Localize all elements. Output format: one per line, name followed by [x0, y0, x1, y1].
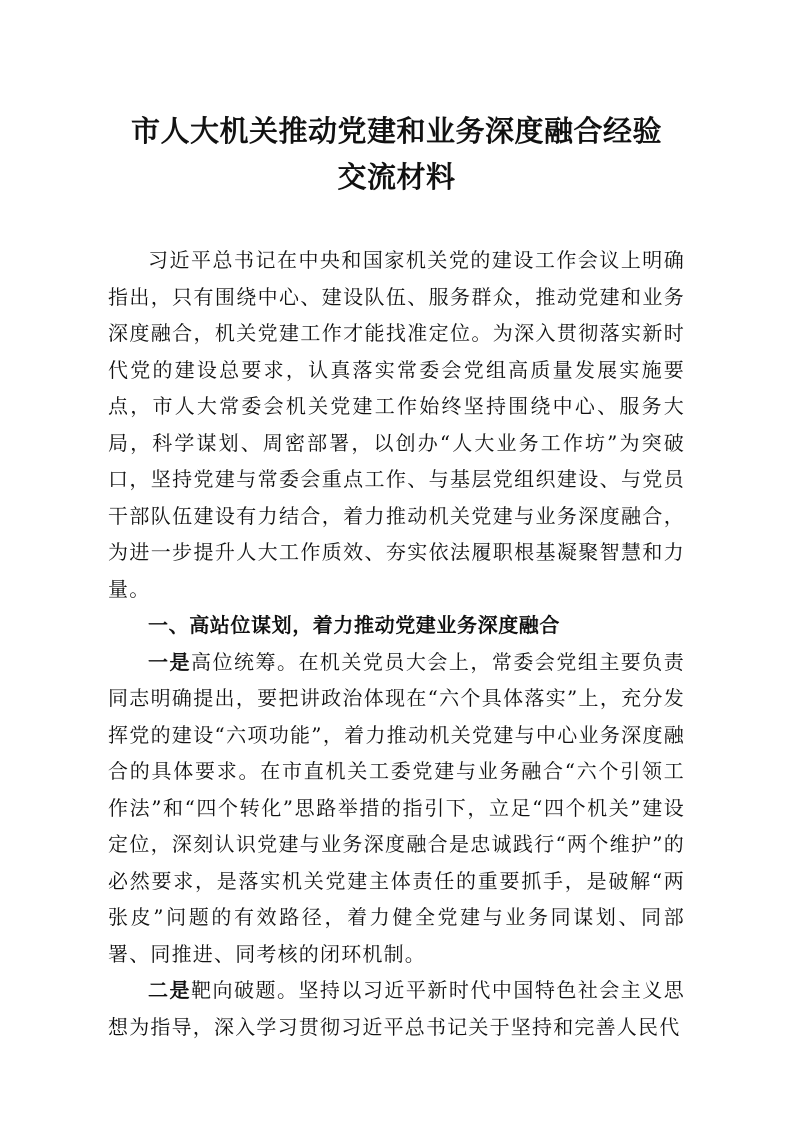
intro-paragraph: 习近平总书记在中央和国家机关党的建设工作会议上明确指出，只有围绕中心、建设队伍、服务群众，推动党建和业务深度融合，机关党建工作才能找准定位。为深入贯彻落实新时代党的建设总要求，认真落实常委会党组高质量发展实施要点，市人大常委会机关党建工作始终坚持围绕中心、服务大局，科学谋划、周密部署，以创办“人大业务工作坊”为突破口，坚持党建与常委会重点工作、与基层党组织建设、与党员干部队伍建设有力结合，着力推动机关党建与业务深度融合，为进一步提升人大工作质效、夯实依法履职根基凝聚智慧和力量。 [108, 248, 685, 601]
point-1-text: 高位统筹。在机关党员大会上，常委会党组主要负责同志明确提出，要把讲政治体现在“六个具体落实”上，充分发挥党的建设“六项功能”，着力推动机关党建与中心业务深度融合的具体要求。在市直机关工委党建与业务融合“六个引领工作法”和“四个转化”思路举措的指引下，立足“四个机关”建设定位，深刻认识党建与业务深度融合是忠诚践行“两个维护”的必然要求，是落实机关党建主体责任的重要抓手，是破解“两张皮”问题的有效路径，着力健全党建与业务同谋划、同部署、同推进、同考核的闭环机制。 [108, 649, 685, 966]
point-2-text: 靶向破题。坚持以习近平新时代中国特色社会主义思想为指导，深入学习贯彻习近平总书记关于坚持和完善人民代 [108, 978, 685, 1039]
point-2-paragraph [108, 972, 685, 1045]
document-title [108, 108, 685, 200]
point-2-lead: 二是 [148, 978, 191, 1002]
title-line-2: 交流材料 [337, 160, 456, 194]
section-heading: 一、高站位谋划，着力推动党建业务深度融合 [148, 613, 560, 637]
title-line-1: 市人大机关推动党建和业务深度融合经验 [130, 114, 662, 148]
point-1-lead: 一是 [148, 649, 191, 674]
point-1-paragraph [108, 644, 685, 973]
